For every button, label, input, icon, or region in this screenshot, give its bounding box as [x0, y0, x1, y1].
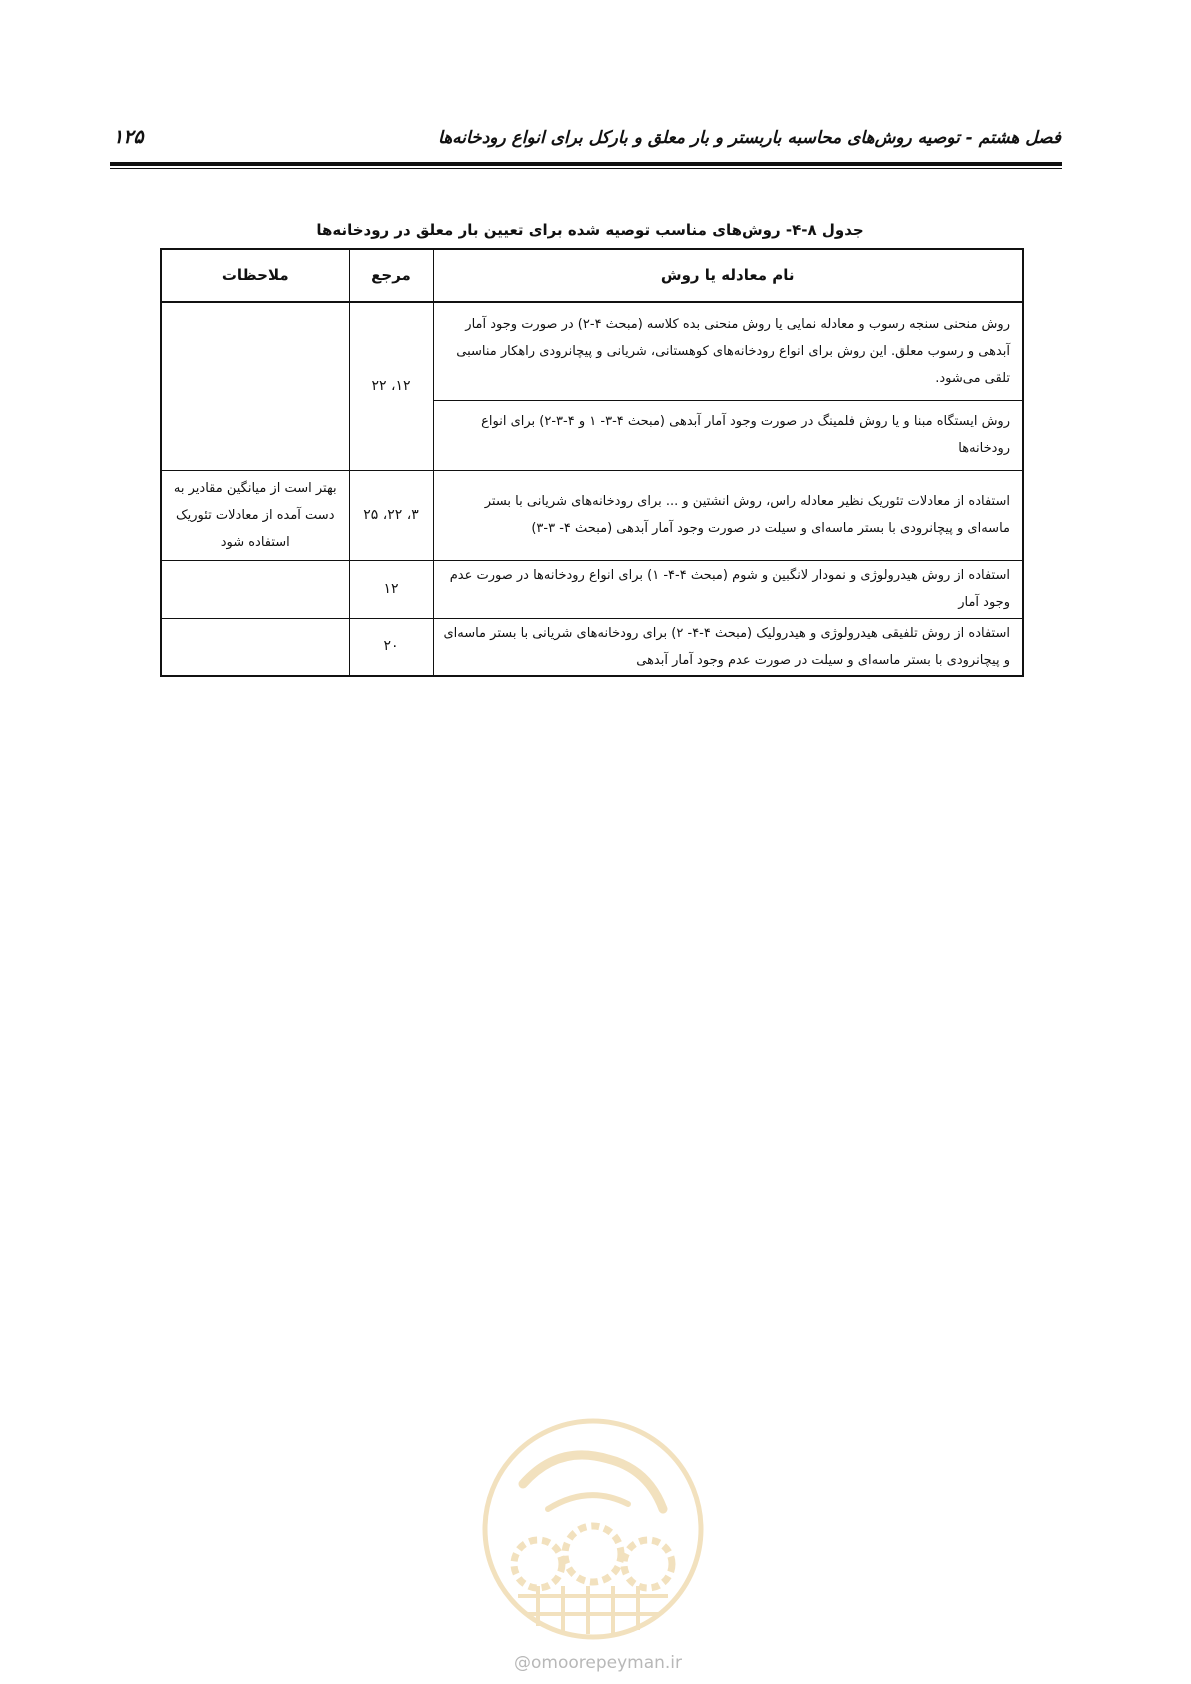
header-notes: ملاحظات [161, 249, 349, 302]
table-row [161, 560, 1023, 618]
table-header-row [161, 249, 1023, 302]
reference-cell: ۳، ۲۲، ۲۵ [349, 470, 433, 560]
method-cell: روش منحنی سنجه رسوب و معادله نمایی یا روش منحنی بده کلاسه (مبحث ۴-۲) در صورت وجود آمار آبدهی و رسوب معلق. این روش برای انواع رودخانه‌های کوهستانی، شریانی و پیچانرودی راهکار مناسبی تلقی می‌شود. [433, 302, 1023, 400]
method-cell: استفاده از روش هیدرولوژی و نمودار لانگبین و شوم (مبحث ۴-۴- ۱) برای انواع رودخانه‌ها در صورت عدم وجود آمار [433, 560, 1023, 618]
chapter-title: فصل هشتم - توصیه روش‌های محاسبه باربستر و بار معلق و بارکل برای انواع رودخانه‌ها [438, 128, 1061, 148]
method-cell: روش ایستگاه مبنا و یا روش فلمینگ در صورت وجود آمار آبدهی (مبحث ۴-۳- ۱ و ۴-۳-۲) برای انواع رودخانه‌ها [433, 400, 1023, 470]
notes-cell [161, 302, 349, 470]
table-row [161, 470, 1023, 560]
reference-cell: ۱۲، ۲۲ [349, 302, 433, 470]
table-caption: جدول ۸-۴- روش‌های مناسب توصیه شده برای تعیین بار معلق در رودخانه‌ها [316, 221, 864, 239]
page-number: ۱۲۵ [113, 126, 144, 148]
header-rule-thin [110, 168, 1062, 169]
methods-table [160, 248, 1024, 677]
notes-cell: بهتر است از میانگین مقادیر به دست آمده از معادلات تئوریک استفاده شود [161, 470, 349, 560]
notes-cell [161, 560, 349, 618]
reference-cell: ۱۲ [349, 560, 433, 618]
header-method: نام معادله یا روش [433, 249, 1023, 302]
reference-cell: ۲۰ [349, 618, 433, 676]
method-cell: استفاده از معادلات تئوریک نظیر معادله راس، روش انشتین و ... برای رودخانه‌های شریانی با بستر ماسه‌ای و پیچانرودی با بستر ماسه‌ای و سیلت در صورت وجود آمار آبدهی (مبحث ۴- ۳-۳) [433, 470, 1023, 560]
header-rule [110, 162, 1062, 166]
header-reference: مرجع [349, 249, 433, 302]
watermark-url: @omoorepeyman.ir [513, 1653, 683, 1673]
watermark-logo [478, 1414, 708, 1644]
notes-cell [161, 618, 349, 676]
method-cell: استفاده از روش تلفیقی هیدرولوژی و هیدرولیک (مبحث ۴-۴- ۲) برای رودخانه‌های شریانی با بستر ماسه‌ای و پیچانرودی با بستر ماسه‌ای و سیلت در صورت عدم وجود آمار آبدهی [433, 618, 1023, 676]
table-row [161, 302, 1023, 400]
table-row [161, 618, 1023, 676]
